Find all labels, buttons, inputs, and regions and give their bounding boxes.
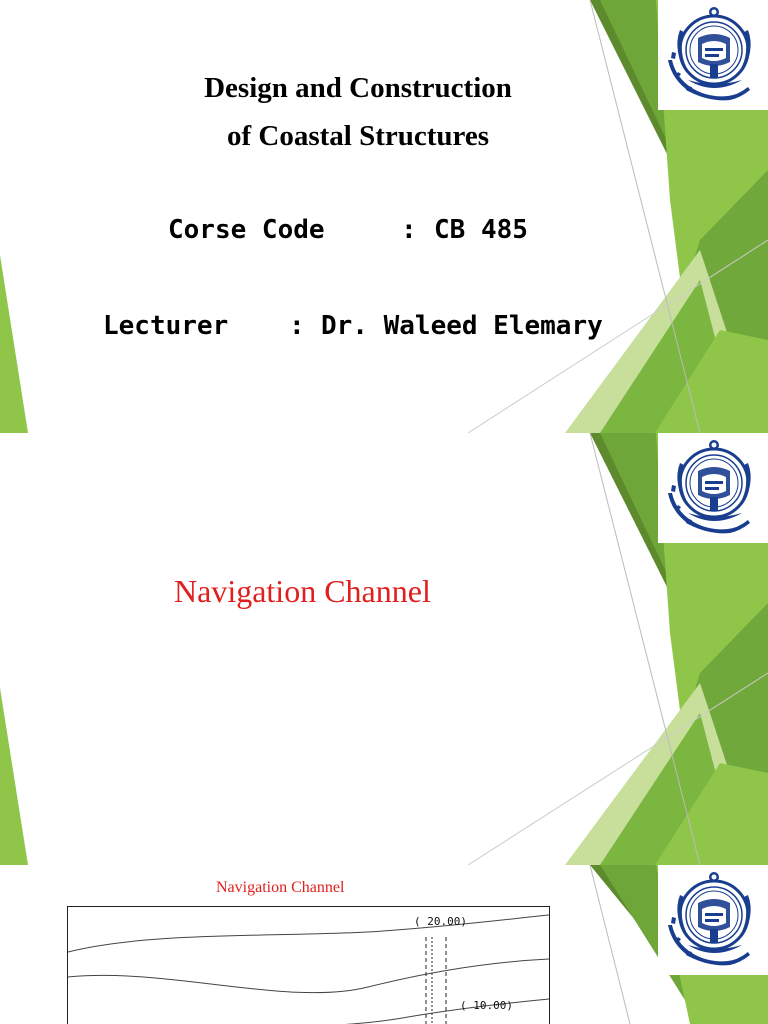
lecturer-name: Dr. Waleed Elemary (321, 311, 603, 341)
course-title-line1: Design and Construction (204, 72, 512, 104)
university-logo (658, 0, 768, 110)
lecturer-label: Lecturer (103, 311, 229, 341)
slide-navigation-channel (0, 433, 768, 865)
contour-map (68, 907, 549, 1024)
green-decoration (0, 433, 768, 865)
course-title-line2: of Coastal Structures (226, 120, 490, 152)
university-logo (658, 865, 768, 975)
slide-title (0, 0, 768, 433)
green-decoration (0, 0, 768, 433)
lecturer-separator: : (289, 311, 305, 341)
course-code-value: CB 485 (434, 215, 528, 245)
contour-label-20: ( 20.00) (414, 915, 467, 928)
contour-line-mid (68, 959, 549, 993)
course-code-separator: : (401, 215, 417, 245)
slide-channel-drawing (0, 865, 768, 1024)
university-emblem-icon (658, 433, 768, 543)
university-logo (658, 433, 768, 543)
course-code-label: Corse Code (168, 215, 325, 245)
channel-drawing (67, 906, 550, 1024)
slide-title: Navigation Channel (216, 879, 345, 896)
contour-label-10: ( 10.00) (460, 999, 513, 1012)
slide-title: Navigation Channel (174, 573, 431, 609)
university-emblem-icon (658, 0, 768, 110)
contour-line-20 (68, 915, 549, 952)
university-emblem-icon (658, 865, 768, 975)
